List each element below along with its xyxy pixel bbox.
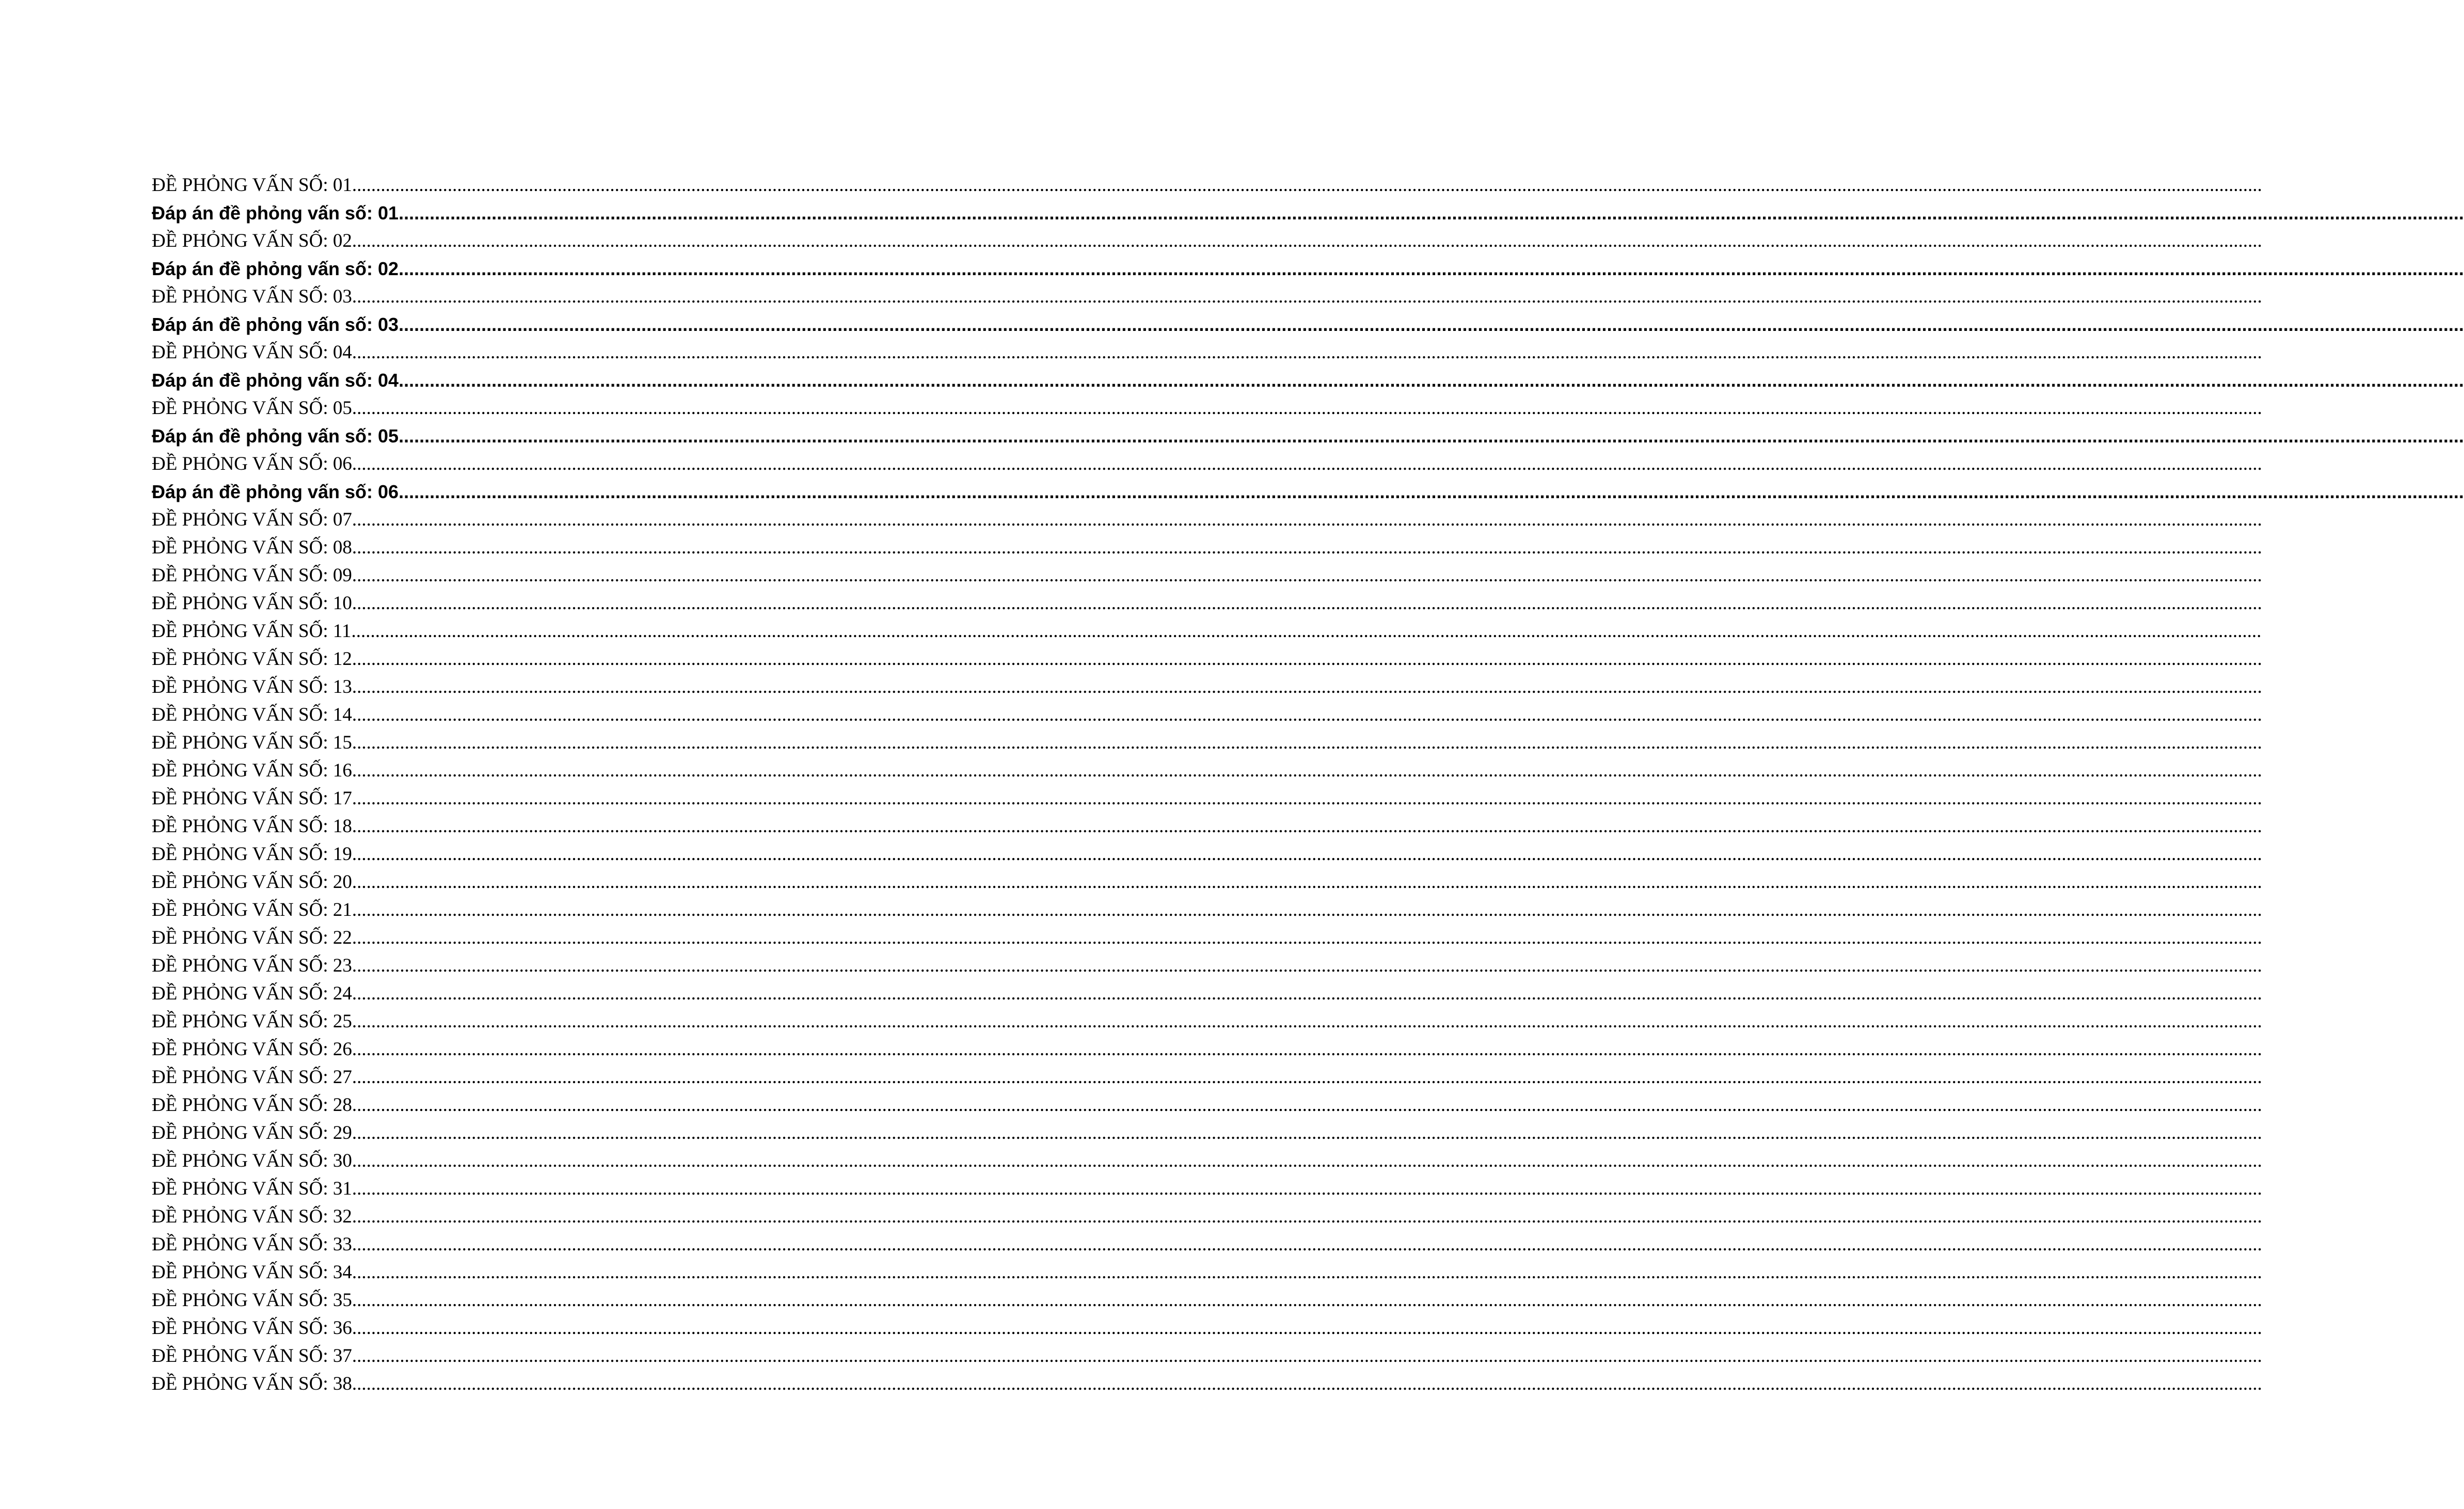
dot-leader: ................................................................................................................................................................................................................................................................................................................................................................................................................ xyxy=(352,732,2262,753)
toc-entry-label: ĐỀ PHỎNG VẤN SỐ: 07 xyxy=(152,509,352,530)
toc-entry-label: Đáp án đề phỏng vấn số: 05 xyxy=(152,425,399,447)
toc-entry-label: ĐỀ PHỎNG VẤN SỐ: 28 xyxy=(152,1094,352,1116)
toc-entry-question[interactable] xyxy=(152,227,2262,255)
toc-entry-label: ĐỀ PHỎNG VẤN SỐ: 32 xyxy=(152,1206,352,1227)
toc-entry-label: ĐỀ PHỎNG VẤN SỐ: 25 xyxy=(152,1011,352,1032)
toc-entry-answer[interactable] xyxy=(152,255,2464,283)
toc-entry-label: ĐỀ PHỎNG VẤN SỐ: 29 xyxy=(152,1122,352,1143)
dot-leader: ................................................................................................................................................................................................................................................................................................................................................................................................................ xyxy=(399,481,2464,502)
dot-leader: ................................................................................................................................................................................................................................................................................................................................................................................................................ xyxy=(352,342,2262,363)
toc-entry-label: ĐỀ PHỎNG VẤN SỐ: 20 xyxy=(152,871,352,893)
dot-leader: ................................................................................................................................................................................................................................................................................................................................................................................................................ xyxy=(352,816,2262,837)
toc-entry-label: ĐỀ PHỎNG VẤN SỐ: 17 xyxy=(152,788,352,809)
toc-entry-question[interactable] xyxy=(152,729,2262,757)
toc-entry-question[interactable] xyxy=(152,757,2262,785)
dot-leader: ................................................................................................................................................................................................................................................................................................................................................................................................................ xyxy=(352,983,2262,1004)
toc-entry-question[interactable] xyxy=(152,701,2262,729)
dot-leader: ................................................................................................................................................................................................................................................................................................................................................................................................................ xyxy=(399,258,2464,279)
dot-leader: ................................................................................................................................................................................................................................................................................................................................................................................................................ xyxy=(352,398,2262,419)
toc-entry-label: ĐỀ PHỎNG VẤN SỐ: 34 xyxy=(152,1262,352,1283)
toc-entry-label: ĐỀ PHỎNG VẤN SỐ: 23 xyxy=(152,955,352,976)
dot-leader: ................................................................................................................................................................................................................................................................................................................................................................................................................ xyxy=(352,871,2262,893)
toc-entry-question[interactable] xyxy=(152,980,2262,1008)
toc-entry-question[interactable] xyxy=(152,1091,2262,1119)
dot-leader: ................................................................................................................................................................................................................................................................................................................................................................................................................ xyxy=(352,955,2262,976)
toc-entry-label: Đáp án đề phỏng vấn số: 02 xyxy=(152,258,399,279)
toc-entry-label: ĐỀ PHỎNG VẤN SỐ: 12 xyxy=(152,648,352,670)
toc-entry-label: ĐỀ PHỎNG VẤN SỐ: 14 xyxy=(152,704,352,725)
toc-entry-answer[interactable] xyxy=(152,199,2464,227)
toc-entry-label: ĐỀ PHỎNG VẤN SỐ: 06 xyxy=(152,453,352,474)
toc-entry-question[interactable] xyxy=(152,617,2262,645)
toc-entry-label: ĐỀ PHỎNG VẤN SỐ: 11 xyxy=(152,621,352,642)
dot-leader: ................................................................................................................................................................................................................................................................................................................................................................................................................ xyxy=(352,1011,2262,1032)
toc-entry-question[interactable] xyxy=(152,562,2262,590)
toc-entry-label: ĐỀ PHỎNG VẤN SỐ: 15 xyxy=(152,732,352,753)
dot-leader: ................................................................................................................................................................................................................................................................................................................................................................................................................ xyxy=(352,1067,2262,1088)
table-of-contents xyxy=(152,171,2464,1398)
toc-entry-label: Đáp án đề phỏng vấn số: 06 xyxy=(152,481,399,502)
toc-entry-question[interactable] xyxy=(152,1063,2262,1091)
dot-leader: ................................................................................................................................................................................................................................................................................................................................................................................................................ xyxy=(352,537,2262,558)
dot-leader: ................................................................................................................................................................................................................................................................................................................................................................................................................ xyxy=(352,1373,2262,1394)
dot-leader: ................................................................................................................................................................................................................................................................................................................................................................................................................ xyxy=(352,593,2262,614)
dot-leader: ................................................................................................................................................................................................................................................................................................................................................................................................................ xyxy=(352,1150,2262,1171)
dot-leader: ................................................................................................................................................................................................................................................................................................................................................................................................................ xyxy=(352,1290,2262,1311)
dot-leader: ................................................................................................................................................................................................................................................................................................................................................................................................................ xyxy=(352,1345,2262,1367)
toc-entry-question[interactable] xyxy=(152,813,2262,840)
toc-entry-label: ĐỀ PHỎNG VẤN SỐ: 33 xyxy=(152,1234,352,1255)
toc-entry-question[interactable] xyxy=(152,1370,2262,1398)
toc-entry-label: Đáp án đề phỏng vấn số: 04 xyxy=(152,370,399,391)
dot-leader: ................................................................................................................................................................................................................................................................................................................................................................................................................ xyxy=(352,1262,2262,1283)
dot-leader: ................................................................................................................................................................................................................................................................................................................................................................................................................ xyxy=(399,202,2464,224)
toc-entry-label: ĐỀ PHỎNG VẤN SỐ: 13 xyxy=(152,676,352,697)
toc-entry-label: ĐỀ PHỎNG VẤN SỐ: 30 xyxy=(152,1150,352,1171)
dot-leader: ................................................................................................................................................................................................................................................................................................................................................................................................................ xyxy=(352,704,2262,725)
dot-leader: ................................................................................................................................................................................................................................................................................................................................................................................................................ xyxy=(399,425,2464,447)
toc-entry-label: ĐỀ PHỎNG VẤN SỐ: 04 xyxy=(152,342,352,363)
toc-entry-label: ĐỀ PHỎNG VẤN SỐ: 31 xyxy=(152,1178,352,1199)
toc-entry-question[interactable] xyxy=(152,1119,2262,1147)
toc-entry-question[interactable] xyxy=(152,673,2262,701)
dot-leader: ................................................................................................................................................................................................................................................................................................................................................................................................................ xyxy=(352,509,2262,530)
dot-leader: ................................................................................................................................................................................................................................................................................................................................................................................................................ xyxy=(352,844,2262,865)
dot-leader: ................................................................................................................................................................................................................................................................................................................................................................................................................ xyxy=(352,565,2262,586)
dot-leader: ................................................................................................................................................................................................................................................................................................................................................................................................................ xyxy=(352,760,2262,781)
toc-entry-label: ĐỀ PHỎNG VẤN SỐ: 08 xyxy=(152,537,352,558)
toc-entry-question[interactable] xyxy=(152,283,2262,311)
toc-entry-question[interactable] xyxy=(152,1259,2262,1286)
toc-entry-question[interactable] xyxy=(152,1147,2262,1175)
toc-entry-question[interactable] xyxy=(152,952,2262,980)
toc-entry-question[interactable] xyxy=(152,1314,2262,1342)
toc-entry-label: ĐỀ PHỎNG VẤN SỐ: 05 xyxy=(152,398,352,419)
toc-entry-label: ĐỀ PHỎNG VẤN SỐ: 22 xyxy=(152,927,352,948)
dot-leader: ................................................................................................................................................................................................................................................................................................................................................................................................................ xyxy=(352,1317,2262,1339)
dot-leader: ................................................................................................................................................................................................................................................................................................................................................................................................................ xyxy=(352,453,2262,474)
toc-entry-label: ĐỀ PHỎNG VẤN SỐ: 10 xyxy=(152,593,352,614)
toc-entry-answer[interactable] xyxy=(152,367,2464,394)
toc-entry-answer[interactable] xyxy=(152,422,2464,450)
toc-entry-question[interactable] xyxy=(152,1175,2262,1203)
toc-entry-label: ĐỀ PHỎNG VẤN SỐ: 09 xyxy=(152,565,352,586)
dot-leader: ................................................................................................................................................................................................................................................................................................................................................................................................................ xyxy=(352,174,2262,196)
toc-entry-question[interactable] xyxy=(152,394,2262,422)
toc-entry-label: ĐỀ PHỎNG VẤN SỐ: 26 xyxy=(152,1039,352,1060)
toc-entry-label: ĐỀ PHỎNG VẤN SỐ: 38 xyxy=(152,1373,352,1394)
toc-entry-question[interactable] xyxy=(152,339,2262,367)
toc-entry-question[interactable] xyxy=(152,1008,2262,1036)
toc-entry-question[interactable] xyxy=(152,785,2262,813)
dot-leader: ................................................................................................................................................................................................................................................................................................................................................................................................................ xyxy=(352,1094,2262,1116)
dot-leader: ................................................................................................................................................................................................................................................................................................................................................................................................................ xyxy=(352,899,2262,920)
toc-entry-question[interactable] xyxy=(152,868,2262,896)
dot-leader: ................................................................................................................................................................................................................................................................................................................................................................................................................ xyxy=(352,230,2262,251)
toc-entry-label: ĐỀ PHỎNG VẤN SỐ: 21 xyxy=(152,899,352,920)
toc-entry-label: ĐỀ PHỎNG VẤN SỐ: 01 xyxy=(152,174,352,196)
toc-entry-question[interactable] xyxy=(152,1231,2262,1259)
dot-leader: ................................................................................................................................................................................................................................................................................................................................................................................................................ xyxy=(352,788,2262,809)
toc-entry-question[interactable] xyxy=(152,1203,2262,1231)
toc-entry-label: ĐỀ PHỎNG VẤN SỐ: 16 xyxy=(152,760,352,781)
dot-leader: ................................................................................................................................................................................................................................................................................................................................................................................................................ xyxy=(352,1122,2262,1143)
toc-entry-question[interactable] xyxy=(152,506,2262,534)
dot-leader: ................................................................................................................................................................................................................................................................................................................................................................................................................ xyxy=(352,1206,2262,1227)
dot-leader: ................................................................................................................................................................................................................................................................................................................................................................................................................ xyxy=(352,927,2262,948)
toc-entry-label: Đáp án đề phỏng vấn số: 01 xyxy=(152,202,399,224)
toc-entry-question[interactable] xyxy=(152,590,2262,617)
toc-entry-label: ĐỀ PHỎNG VẤN SỐ: 36 xyxy=(152,1317,352,1339)
dot-leader: ................................................................................................................................................................................................................................................................................................................................................................................................................ xyxy=(352,1178,2262,1199)
toc-entry-answer[interactable] xyxy=(152,478,2464,506)
toc-entry-label: ĐỀ PHỎNG VẤN SỐ: 35 xyxy=(152,1290,352,1311)
toc-entry-label: ĐỀ PHỎNG VẤN SỐ: 37 xyxy=(152,1345,352,1367)
toc-entry-question[interactable] xyxy=(152,1036,2262,1063)
toc-entry-question[interactable] xyxy=(152,924,2262,952)
toc-entry-label: Đáp án đề phỏng vấn số: 03 xyxy=(152,314,399,335)
toc-entry-question[interactable] xyxy=(152,840,2262,868)
toc-entry-question[interactable] xyxy=(152,171,2262,199)
toc-entry-label: ĐỀ PHỎNG VẤN SỐ: 19 xyxy=(152,844,352,865)
toc-entry-question[interactable] xyxy=(152,534,2262,562)
dot-leader: ................................................................................................................................................................................................................................................................................................................................................................................................................ xyxy=(352,1039,2262,1060)
toc-entry-question[interactable] xyxy=(152,1286,2262,1314)
toc-entry-question[interactable] xyxy=(152,896,2262,924)
dot-leader: ................................................................................................................................................................................................................................................................................................................................................................................................................ xyxy=(352,676,2262,697)
toc-entry-answer[interactable] xyxy=(152,311,2464,339)
toc-entry-label: ĐỀ PHỎNG VẤN SỐ: 02 xyxy=(152,230,352,251)
toc-entry-question[interactable] xyxy=(152,1342,2262,1370)
toc-entry-label: ĐỀ PHỎNG VẤN SỐ: 27 xyxy=(152,1067,352,1088)
toc-entry-label: ĐỀ PHỎNG VẤN SỐ: 18 xyxy=(152,816,352,837)
dot-leader: ................................................................................................................................................................................................................................................................................................................................................................................................................ xyxy=(352,1234,2262,1255)
dot-leader: ................................................................................................................................................................................................................................................................................................................................................................................................................ xyxy=(399,314,2464,335)
toc-entry-question[interactable] xyxy=(152,645,2262,673)
toc-entry-label: ĐỀ PHỎNG VẤN SỐ: 03 xyxy=(152,286,352,307)
dot-leader: ................................................................................................................................................................................................................................................................................................................................................................................................................ xyxy=(352,286,2262,307)
dot-leader: ................................................................................................................................................................................................................................................................................................................................................................................................................ xyxy=(399,370,2464,391)
dot-leader: ................................................................................................................................................................................................................................................................................................................................................................................................................ xyxy=(351,621,2262,642)
toc-entry-question[interactable] xyxy=(152,450,2262,478)
toc-entry-label: ĐỀ PHỎNG VẤN SỐ: 24 xyxy=(152,983,352,1004)
dot-leader: ................................................................................................................................................................................................................................................................................................................................................................................................................ xyxy=(352,648,2262,670)
